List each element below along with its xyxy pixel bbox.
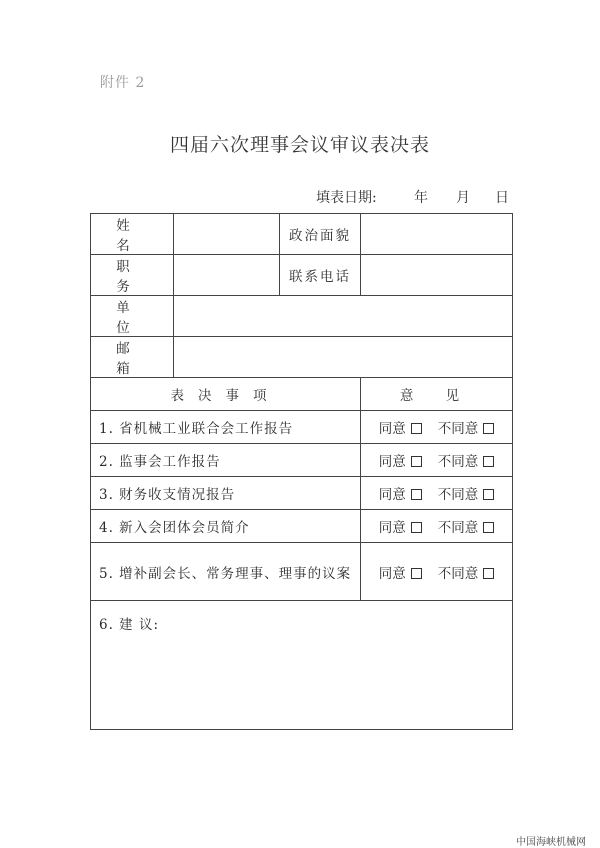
agree-label: 同意 bbox=[378, 520, 406, 536]
political-status-field[interactable] bbox=[361, 214, 513, 255]
fill-date-day: 日 bbox=[495, 190, 509, 206]
vote-item-row-4 bbox=[91, 510, 513, 543]
phone-field[interactable] bbox=[361, 255, 513, 296]
disagree-label: 不同意 bbox=[437, 487, 479, 503]
disagree-checkbox[interactable] bbox=[483, 456, 494, 467]
position-row bbox=[91, 255, 513, 296]
email-label: 邮 箱 bbox=[91, 337, 174, 378]
vote-item-label: 2. 监事会工作报告 bbox=[91, 444, 361, 477]
email-row bbox=[91, 337, 513, 378]
vote-options bbox=[361, 444, 513, 477]
attachment-label: 附件 2 bbox=[100, 75, 146, 91]
position-field[interactable] bbox=[174, 255, 280, 296]
form-title: 四届六次理事会议审议表决表 bbox=[169, 134, 430, 156]
opinion-header: 意 见 bbox=[361, 378, 513, 411]
site-watermark: 中国海峡机械网 bbox=[516, 837, 586, 848]
agree-checkbox[interactable] bbox=[411, 489, 422, 500]
agree-checkbox[interactable] bbox=[411, 568, 422, 579]
vote-item-label: 4. 新入会团体会员简介 bbox=[91, 510, 361, 543]
vote-item-row-5 bbox=[91, 543, 513, 601]
name-label: 姓 名 bbox=[91, 214, 174, 255]
unit-field[interactable] bbox=[174, 296, 513, 337]
vote-form-table bbox=[90, 213, 513, 730]
disagree-label: 不同意 bbox=[437, 454, 479, 470]
disagree-checkbox[interactable] bbox=[483, 489, 494, 500]
vote-item-label: 3. 财务收支情况报告 bbox=[91, 477, 361, 510]
vote-options bbox=[361, 543, 513, 601]
phone-label: 联系电话 bbox=[280, 255, 361, 296]
position-label: 职 务 bbox=[91, 255, 174, 296]
disagree-checkbox[interactable] bbox=[483, 423, 494, 434]
vote-header-row bbox=[91, 378, 513, 411]
agree-checkbox[interactable] bbox=[411, 456, 422, 467]
vote-item-label: 1. 省机械工业联合会工作报告 bbox=[91, 411, 361, 444]
name-row bbox=[91, 214, 513, 255]
agree-label: 同意 bbox=[378, 487, 406, 503]
vote-item-row-1 bbox=[91, 411, 513, 444]
vote-items-header: 表决事项 bbox=[91, 378, 361, 411]
disagree-checkbox[interactable] bbox=[483, 568, 494, 579]
unit-row bbox=[91, 296, 513, 337]
vote-options bbox=[361, 477, 513, 510]
political-status-label: 政治面貌 bbox=[280, 214, 361, 255]
vote-item-row-3 bbox=[91, 477, 513, 510]
email-field[interactable] bbox=[174, 337, 513, 378]
disagree-label: 不同意 bbox=[437, 520, 479, 536]
disagree-checkbox[interactable] bbox=[483, 522, 494, 533]
suggestion-field[interactable] bbox=[91, 601, 513, 730]
disagree-label: 不同意 bbox=[437, 565, 479, 582]
agree-label: 同意 bbox=[378, 454, 406, 470]
agree-label: 同意 bbox=[378, 565, 406, 582]
suggestion-label: 6. 建 议: bbox=[99, 617, 160, 633]
unit-label: 单 位 bbox=[91, 296, 174, 337]
vote-item-label: 5. 增补副会长、常务理事、理事的议案 bbox=[91, 543, 361, 601]
fill-date-month: 月 bbox=[456, 190, 470, 206]
vote-options bbox=[361, 510, 513, 543]
vote-options bbox=[361, 411, 513, 444]
agree-label: 同意 bbox=[378, 421, 406, 437]
suggestion-row bbox=[91, 601, 513, 730]
disagree-label: 不同意 bbox=[437, 421, 479, 437]
fill-date-label: 填表日期: bbox=[316, 190, 377, 206]
agree-checkbox[interactable] bbox=[411, 423, 422, 434]
vote-item-row-2 bbox=[91, 444, 513, 477]
agree-checkbox[interactable] bbox=[411, 522, 422, 533]
name-field[interactable] bbox=[174, 214, 280, 255]
fill-date-year: 年 bbox=[414, 190, 428, 206]
